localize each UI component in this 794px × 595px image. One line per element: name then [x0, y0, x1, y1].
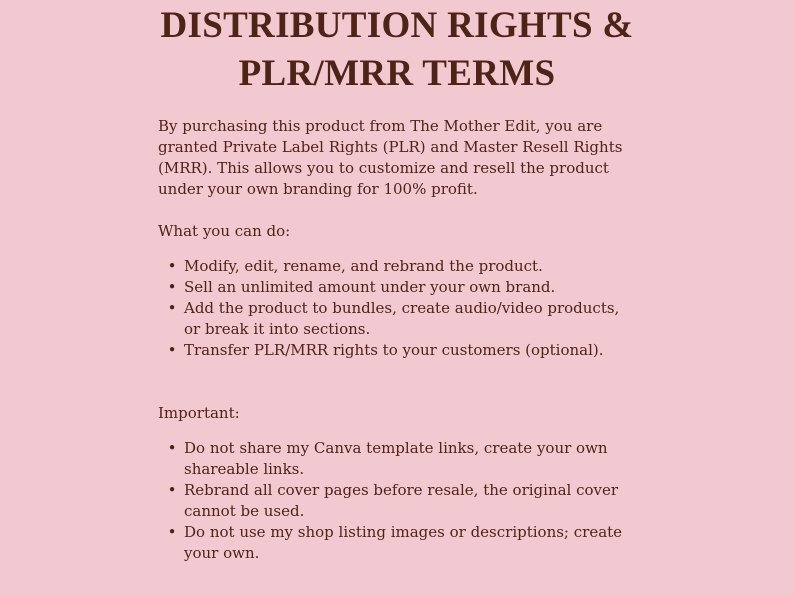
- terms-content: [158, 116, 638, 564]
- list-item-text: Sell an unlimited amount under your own brand.: [184, 278, 556, 296]
- list-item: [158, 438, 638, 480]
- bullet-icon: •: [167, 299, 177, 317]
- page-title-line-2: PLR/MRR TERMS: [238, 53, 556, 94]
- list-item-text: Do not share my Canva template links, create your own shareable links.: [184, 439, 608, 478]
- list-item: [158, 277, 638, 298]
- intro-paragraph: By purchasing this product from The Mother Edit, you are granted Private Label Rights (PLR) and Master Resell Rights (MRR). This allows you to customize and resell the product under your own branding for 100% profit.: [158, 117, 623, 198]
- list-item: [158, 480, 638, 522]
- bullet-icon: •: [167, 257, 177, 275]
- list-item-text: Modify, edit, rename, and rebrand the product.: [184, 257, 543, 275]
- bullet-icon: •: [167, 341, 177, 359]
- page-title-line-1: DISTRIBUTION RIGHTS &: [160, 5, 634, 46]
- list-item: [158, 522, 638, 564]
- bullet-icon: •: [167, 481, 177, 499]
- bullet-icon: •: [167, 439, 177, 457]
- bullet-icon: •: [167, 523, 177, 541]
- important-list: [158, 438, 638, 564]
- list-item-text: Add the product to bundles, create audio/video products, or break it into sections.: [184, 299, 620, 338]
- list-item: [158, 256, 638, 277]
- list-item-text: Rebrand all cover pages before resale, the original cover cannot be used.: [184, 481, 619, 520]
- list-item: [158, 340, 638, 361]
- can-do-heading: What you can do:: [158, 222, 291, 240]
- list-item: [158, 298, 638, 340]
- list-item-text: Do not use my shop listing images or descriptions; create your own.: [184, 523, 623, 562]
- list-item-text: Transfer PLR/MRR rights to your customers (optional).: [184, 341, 604, 359]
- can-do-list: [158, 256, 638, 361]
- bullet-icon: •: [167, 278, 177, 296]
- important-heading: Important:: [158, 404, 240, 422]
